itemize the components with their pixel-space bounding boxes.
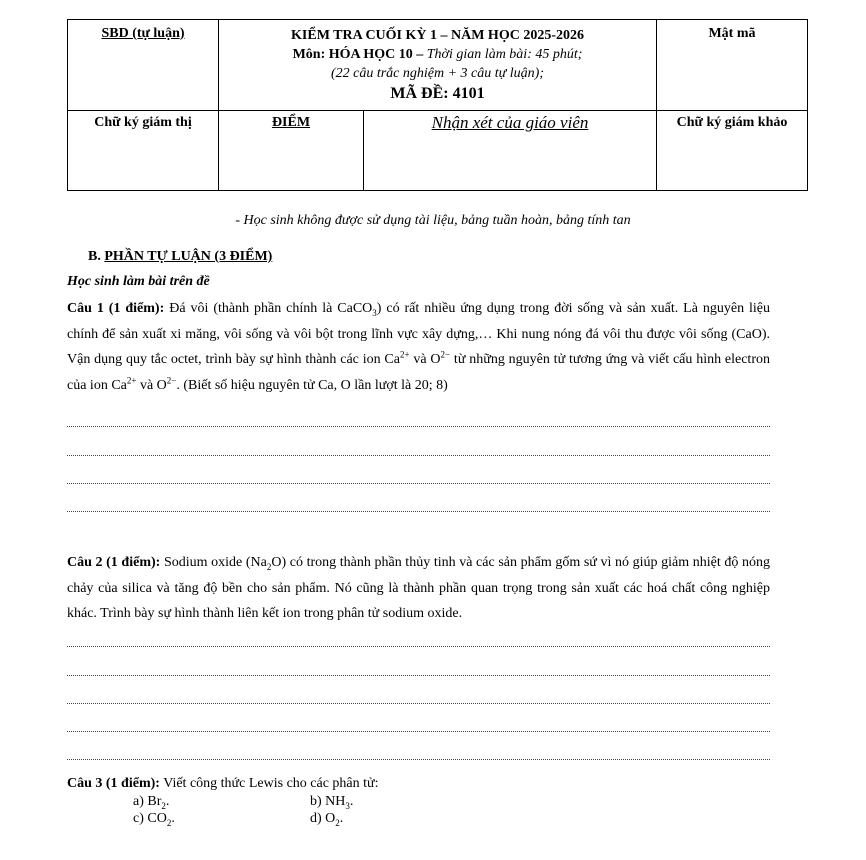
score-cell [219,111,364,191]
answer-line[interactable] [67,646,770,647]
superscript: 2+ [126,374,137,385]
header-table [67,19,808,191]
examiner-signature-label: Chữ ký giám khảo [676,115,788,130]
question-3-text: Viết công thức Lewis cho các phân tử: [163,776,379,791]
answer-line[interactable] [67,675,770,676]
subject-line [219,45,656,64]
answer-line[interactable] [67,759,770,760]
subscript: 3 [345,800,350,811]
question-1-label: Câu 1 (1 điểm): [67,301,165,316]
period: . [349,794,354,809]
answer-line[interactable] [67,511,770,512]
question-3 [67,776,379,791]
option-b [310,794,353,809]
exam-code: MÃ ĐỀ: 4101 [390,85,485,102]
superscript: 2− [166,374,177,385]
option-d-text: d) O [310,811,336,826]
exam-note: - Học sinh không được sử dụng tài liệu, bảng tuần hoàn, bảng tính tan [235,213,631,228]
proctor-signature-cell [68,111,219,191]
question-1-text-f: . (Biết số hiệu nguyên tử Ca, O lần lượt là 20; 8) [176,377,448,393]
section-subtitle: Học sinh làm bài trên đề [67,274,210,289]
question-2-text-b: O) có trong thành phần thủy tinh và các sản phẩm gốm sứ vì nó giúp giảm nhiệt độ nóng chảy của silica và tăng độ bền cho sản phẩm. Nó cũng là thành phần quan trọng trong sản xuất các hoá chất công nghiệp khác. Trình bày sự hình thành liên kết ion trong phân tử sodium oxide. [67,555,771,621]
option-b-text: b) NH [310,794,346,809]
section-title: PHẦN TỰ LUẬN (3 ĐIỂM) [104,249,273,264]
question-2 [67,550,770,627]
superscript: 2+ [399,349,410,360]
teacher-comment-label: Nhận xét của giáo viên [431,113,589,132]
section-heading [88,249,272,265]
period: . [165,794,170,809]
question-2-label: Câu 2 (1 điểm): [67,555,161,570]
exam-time: Thời gian làm bài: 45 phút; [426,47,583,62]
superscript: 2− [440,349,451,360]
answer-line[interactable] [67,483,770,484]
proctor-signature-label: Chữ ký giám thị [94,115,192,130]
question-1-text-a: Đá vôi (thành phần chính là CaCO [169,301,373,316]
option-a [133,794,169,809]
score-label: ĐIỂM [271,115,311,130]
question-1 [67,296,770,398]
subscript: 3 [372,307,377,318]
option-d [310,811,343,826]
secret-code-label: Mật mã [708,26,756,41]
answer-line[interactable] [67,455,770,456]
subscript: 2 [266,561,272,572]
sbd-label: SBD (tự luận) [101,26,185,41]
subscript: 2 [161,800,166,811]
question-2-text-a: Sodium oxide (Na [163,555,267,570]
answer-line[interactable] [67,731,770,732]
question-3-label: Câu 3 (1 điểm): [67,776,160,791]
subject-label: Môn: HÓA HỌC 10 – [292,47,424,62]
teacher-comment-cell [364,111,657,191]
period: . [339,811,344,826]
subscript: 2 [166,817,172,828]
period: . [171,811,175,826]
secret-code-cell [657,20,808,111]
answer-line[interactable] [67,426,770,427]
sbd-cell [68,20,219,111]
exam-info-cell [219,20,657,111]
exam-title: KIỂM TRA CUỐI KỲ 1 – NĂM HỌC 2025-2026 [291,28,584,43]
option-a-text: a) Br [133,794,162,809]
option-c-text: c) CO [133,811,167,826]
question-1-text-b: ) có rất nhiều ứng dụng trong đời sống và sản xuất. Là nguyên liệu chính để sản xuất xi măng, vôi sống và vôi bột trong lĩnh vực xây dựng,… Khi nung nóng đá vôi thu được vôi sống (CaO). Vận dụng quy tắc octet, trình bày sự hình thành các ion Ca [67,301,771,367]
question-1-text-d: từ những nguyên tử tương ứng và viết cấu hình electron của ion Ca [67,352,770,393]
question-1-text-c: và O [409,352,441,367]
subscript: 2 [335,817,340,828]
answer-line[interactable] [67,703,770,704]
question-1-text-e: và O [136,377,167,393]
section-prefix: B. [88,249,101,264]
option-c [133,811,175,826]
examiner-signature-cell [657,111,808,191]
exam-composition: (22 câu trắc nghiệm + 3 câu tự luận); [330,66,545,81]
